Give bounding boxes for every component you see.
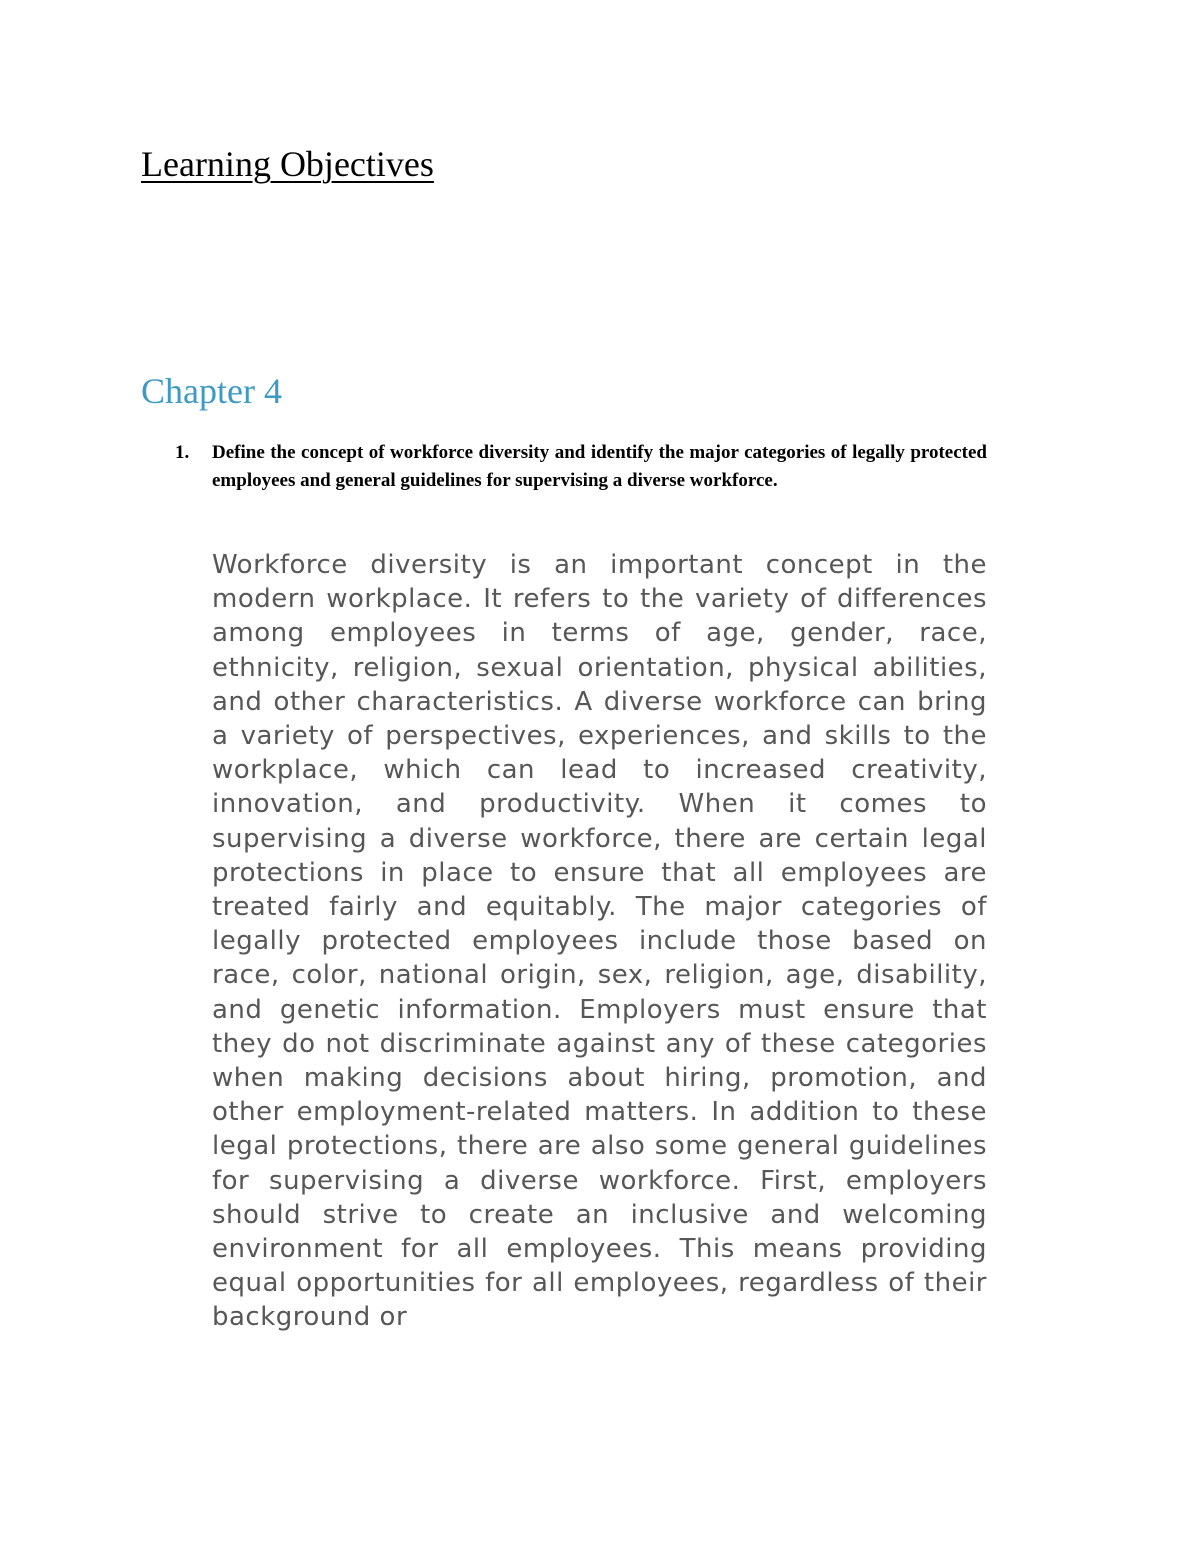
objective-text: Define the concept of workforce diversity and identify the major categories of legally protected employees and general guidelines for supervising a diverse workforce. (212, 442, 987, 491)
answer-paragraph: Workforce diversity is an important concept in the modern workplace. It refers to the variety of differences among employees in terms of age, gender, race, ethnicity, religion, sexual orientation, physical abilities, and other characteristics. A diverse workforce can bring a variety of perspectives, experiences, and skills to the workplace, which can lead to increased creativity, innovation, and productivity. When it comes to supervising a diverse workforce, there are certain legal protections in place to ensure that all employees are treated fairly and equitably. The major categories of legally protected employees include those based on race, color, national origin, sex, religion, age, disability, and genetic information. Employers must ensure that they do not discriminate against any of these categories when making decisions about hiring, promotion, and other employment-related matters. In addition to these legal protections, there are also some general guidelines for supervising a diverse workforce. First, employers should strive to create an inclusive and welcoming environment for all employees. This means providing equal opportunities for all employees, regardless of their background or (212, 550, 987, 1333)
chapter-heading: Chapter 4 (141, 371, 282, 411)
learning-objective-item (141, 439, 989, 495)
objective-number: 1. (175, 442, 190, 463)
document-title: Learning Objectives (141, 144, 434, 184)
